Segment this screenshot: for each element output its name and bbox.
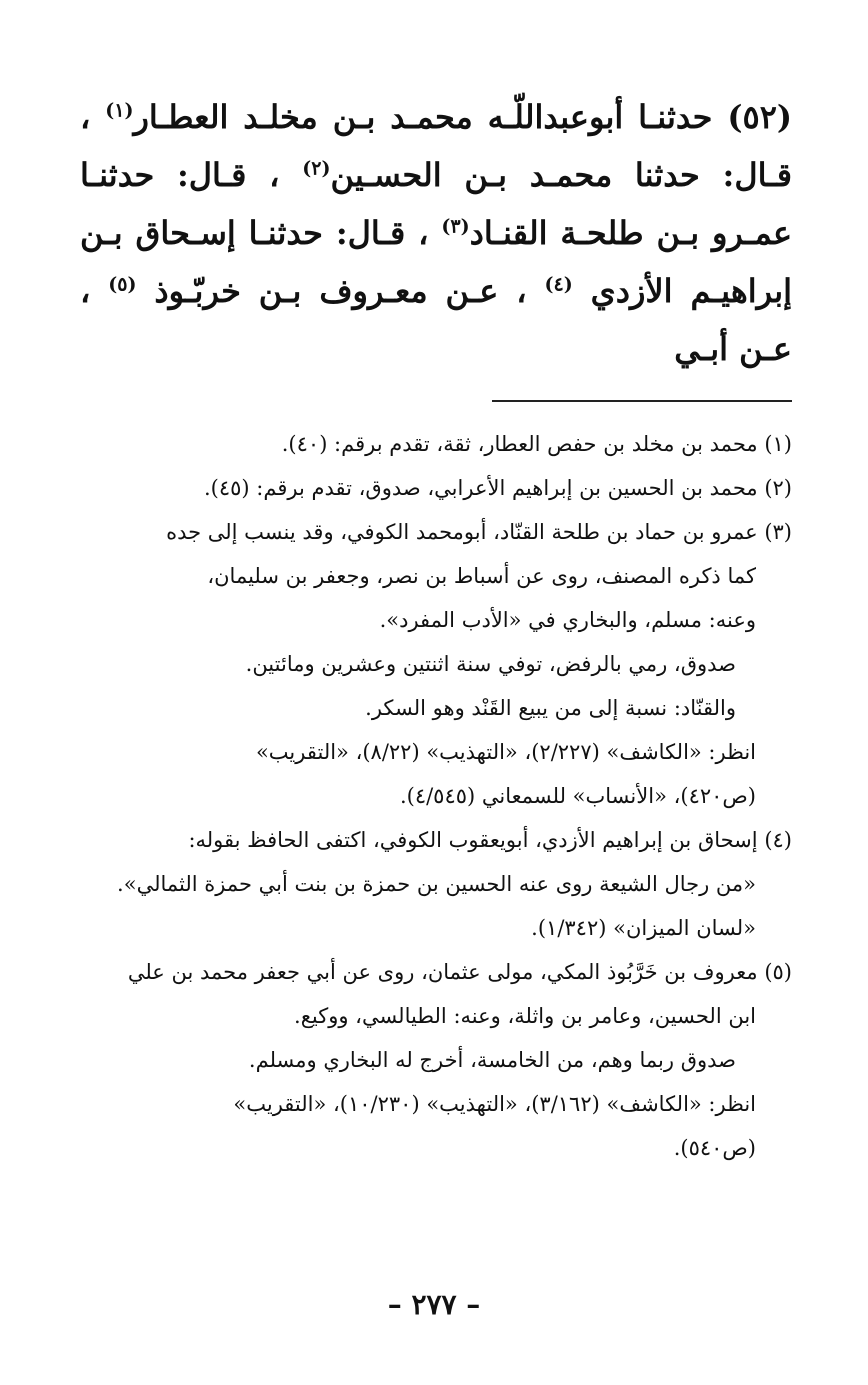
footnote-1 [80, 422, 792, 466]
footnote-3 [80, 510, 792, 818]
footnote-ref-1: (١) [105, 99, 134, 122]
footnote-number: (٢) [764, 476, 792, 500]
footnote-ref-4: (٤) [544, 273, 573, 296]
footnote-note: صدوق، رمي بالرفض، توفي سنة اثنتين وعشرين ومائتين. [245, 652, 736, 676]
document-page [80, 88, 792, 1170]
footnote-number: (٤) [764, 828, 792, 852]
footnote-reference: انظر: «الكاشف» (٢/٢٢٧)، «التهذيب» (٨/٢٢)، «التقريب» [255, 740, 756, 764]
footnote-reference: انظر: «الكاشف» (٣/١٦٢)، «التهذيب» (١٠/٢٣٠)، «التقريب» [233, 1092, 756, 1116]
footnote-reference: (ص٥٤٠). [673, 1136, 756, 1160]
hadith-number: (٥٢) [727, 98, 793, 136]
footnote-text: محمد بن الحسين بن إبراهيم الأعرابي، صدوق، تقدم برقم: (٤٥). [203, 476, 758, 500]
footnote-text: معروف بن خَرَّبُوذ المكي، مولى عثمان، روى عن أبي جعفر محمد بن علي [127, 960, 758, 984]
footnote-number: (٥) [764, 960, 792, 984]
footnote-4 [80, 818, 792, 950]
footnote-number: (٣) [764, 520, 792, 544]
footnote-text: وعنه: مسلم، والبخاري في «الأدب المفرد». [379, 608, 756, 632]
footnote-text: ابن الحسين، وعامر بن واثلة، وعنه: الطيالسي، ووكيع. [294, 1004, 756, 1028]
footnote-text: كما ذكره المصنف، روى عن أسباط بن نصر، وجعفر بن سليمان، [207, 564, 756, 588]
footnote-text: عمرو بن حماد بن طلحة القنّاد، أبومحمد الكوفي، وقد ينسب إلى جده [166, 520, 758, 544]
main-line-2: قـال: حدثنا محمـد بـن الحسـين$^{(٢)}$ ، قـال: حدثنـا عمـرو بـن [80, 156, 793, 252]
footnote-text: «من رجال الشيعة روى عنه الحسين بن حمزة بن بنت أبي حمزة الثمالي». [117, 872, 756, 896]
main-line-4: الأزدي $^{(٤)}$ ، عـن معـروف بـن خربّـوذ $^{(٥)}$ ، عـن أبـي [80, 272, 792, 368]
footnote-5 [80, 950, 792, 1170]
main-line-3: طلحـة القنـاد$^{(٣)}$ ، قـال: حدثنـا إسـحاق بـن إبراهيـم [80, 214, 793, 310]
footnote-2 [80, 466, 792, 510]
footnote-ref-5: (٥) [108, 273, 137, 296]
footnote-number: (١) [764, 432, 792, 456]
footnote-reference: «لسان الميزان» (١/٣٤٢). [531, 916, 756, 940]
footnote-note: صدوق ربما وهم، من الخامسة، أخرج له البخاري ومسلم. [248, 1048, 736, 1072]
footnotes [80, 422, 792, 1170]
footnote-ref-3: (٣) [441, 215, 470, 238]
footnote-ref-2: (٢) [302, 157, 331, 180]
footnote-note: والقنّاد: نسبة إلى من يبيع القَنْد وهو السكر. [365, 696, 736, 720]
footnote-text: محمد بن مخلد بن حفص العطار، ثقة، تقدم برقم: (٤٠). [281, 432, 758, 456]
footnote-divider [492, 400, 792, 402]
hadith-text [80, 88, 792, 378]
footnote-reference: (ص٤٢٠)، «الأنساب» للسمعاني (٤/٥٤٥). [399, 784, 756, 808]
main-line-1: حدثنـا أبوعبداللّـه محمـد بـن مخلـد العطـار$^{(١)}$ ، [80, 98, 713, 136]
page-number: – ٢٧٧ – [387, 1288, 481, 1321]
footnote-text: إسحاق بن إبراهيم الأزدي، أبويعقوب الكوفي، اكتفى الحافظ بقوله: [188, 828, 758, 852]
